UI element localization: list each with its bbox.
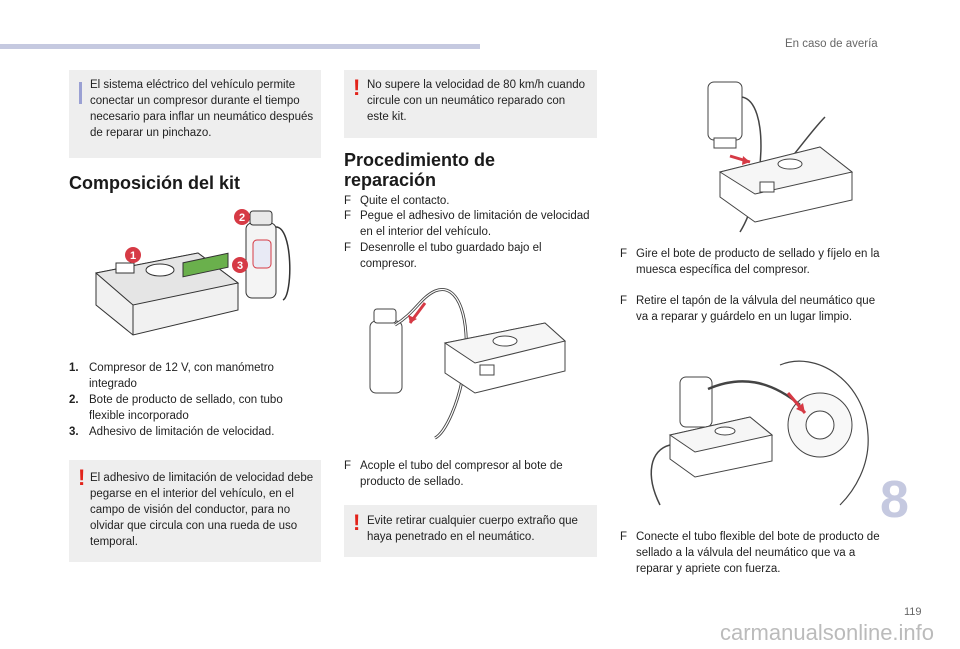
list-item: 3. Adhesivo de limitación de velocidad. (69, 426, 275, 438)
step-item: F Quite el contacto. (344, 195, 450, 207)
step-item: F Desenrolle el tubo guardado bajo el compresor. (344, 242, 542, 270)
list-item: 1. Compresor de 12 V, con manómetro integrado (69, 362, 274, 390)
speed-warning-text: No supere la velocidad de 80 km/h cuando circule con un neumático reparado con este kit. (367, 79, 586, 123)
callout-2-label: 2 (238, 212, 246, 224)
callout-1-label: 1 (129, 250, 137, 262)
warning-icon: ! (353, 75, 361, 100)
warning-icon: ! (353, 510, 361, 535)
step-item: F Gire el bote de producto de sellado y fíjelo en la muesca específica del compresor. (620, 248, 880, 276)
foreign-object-warning-text: Evite retirar cualquier cuerpo extraño que haya penetrado en el neumático. (367, 515, 578, 543)
step-marker-icon: F (344, 195, 352, 207)
speed-warning-box (344, 70, 597, 138)
step-marker-icon: F (344, 210, 352, 222)
section-title: En caso de avería (785, 38, 878, 50)
page-number: 119 (904, 606, 922, 618)
foreign-object-warning-box (344, 505, 597, 557)
valve-connect-illustration (640, 355, 875, 515)
info-box (69, 70, 321, 158)
step-item: F Retire el tapón de la válvula del neumático que va a reparar y guárdelo en un lugar limpio. (620, 295, 876, 323)
step-marker-icon: F (344, 242, 352, 254)
info-marker-icon (79, 82, 82, 104)
step-item: F Acople el tubo del compresor al bote de producto de sellado. (344, 460, 563, 488)
step-marker-icon: F (620, 248, 628, 260)
callout-3-label: 3 (236, 260, 244, 272)
warning-box (69, 460, 321, 562)
step-marker-icon: F (344, 460, 352, 472)
header-bar (0, 44, 480, 49)
step-item: F Pegue el adhesivo de limitación de velocidad en el interior del vehículo. (344, 210, 590, 238)
bottle-mount-illustration (680, 72, 865, 237)
connect-illustration (365, 283, 575, 443)
warning-icon: ! (78, 465, 86, 490)
procedure-title: Procedimiento de reparación (344, 150, 496, 190)
kit-illustration (88, 205, 318, 340)
kit-title: Composición del kit (69, 173, 241, 193)
step-marker-icon: F (620, 295, 628, 307)
list-item: 2. Bote de producto de sellado, con tubo flexible incorporado (69, 394, 283, 422)
step-item: F Conecte el tubo flexible del bote de producto de sellado a la válvula del neumático que va a reparar y apriete con fuerza. (620, 531, 880, 575)
chapter-number: 8 (880, 471, 909, 529)
warning-text: El adhesivo de limitación de velocidad debe pegarse en el interior del vehículo, en el campo de visión del conductor, para no olvidar que circula con una rueda de uso temporal. (90, 472, 314, 548)
watermark: carmanualsonline.info (720, 620, 935, 645)
info-text: El sistema eléctrico del vehículo permite conectar un compresor durante el tiempo necesario para inflar un neumático después de reparar un pinchazo. (90, 79, 314, 139)
step-marker-icon: F (620, 531, 628, 543)
